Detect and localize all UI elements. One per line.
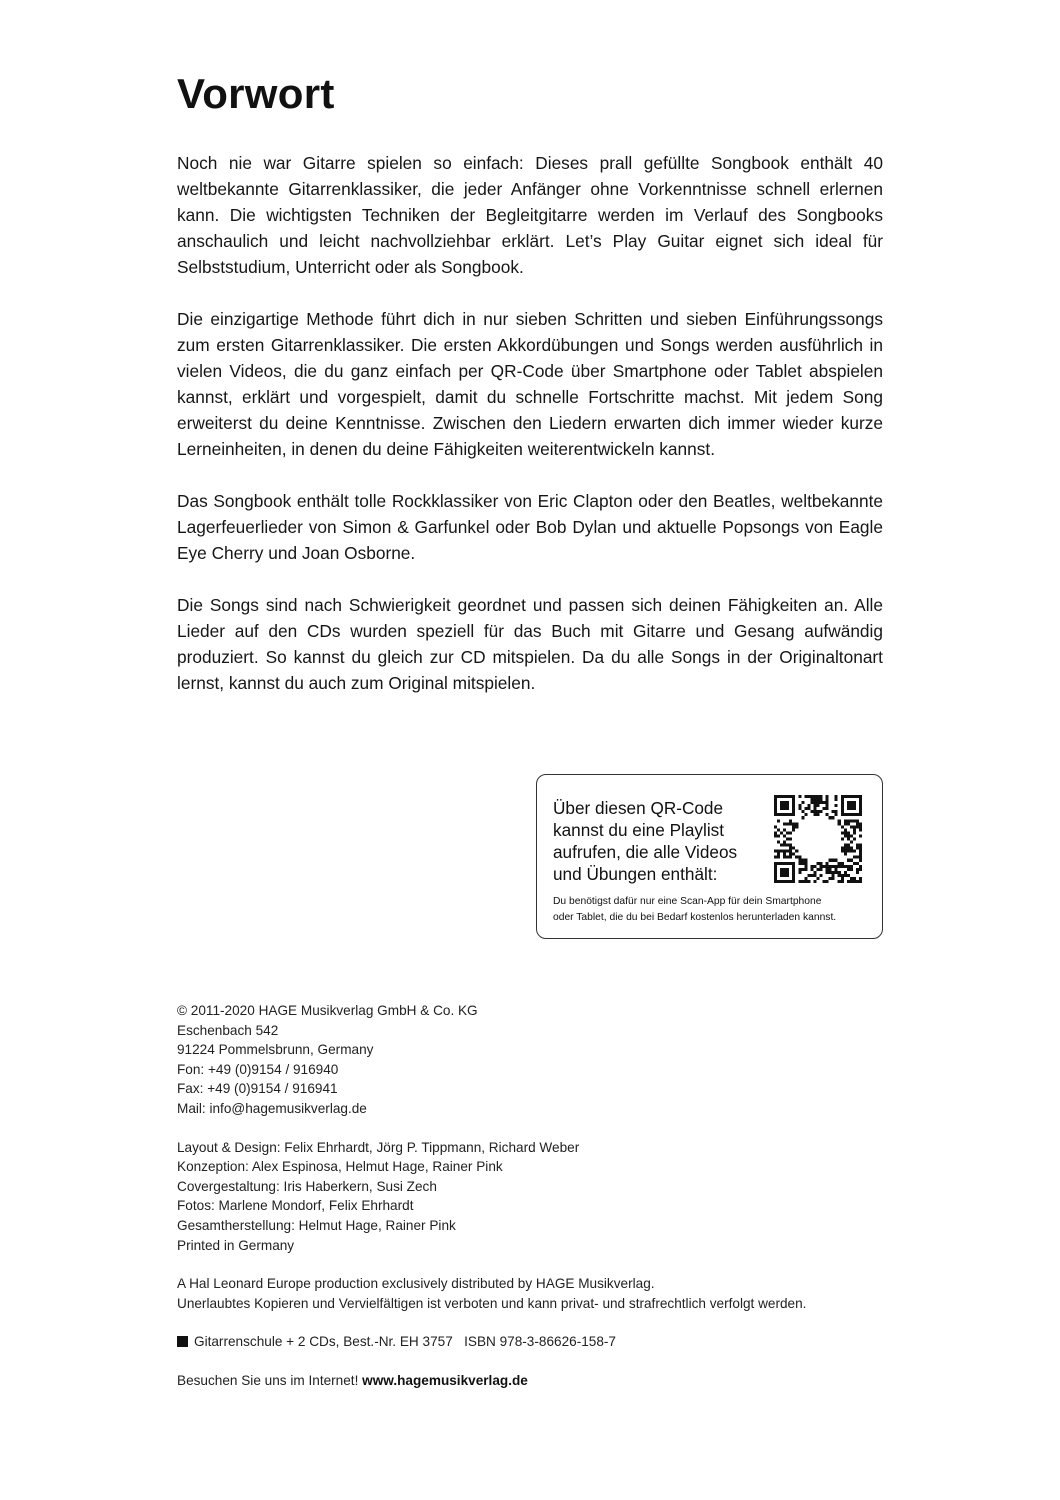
square-bullet-icon (177, 1336, 188, 1347)
distribution-line: A Hal Leonard Europe production exclusively distributed by HAGE Musikverlag. (177, 1276, 655, 1292)
copyright-line: © 2011-2020 HAGE Musikverlag GmbH & Co. KG (177, 1003, 478, 1018)
qr-box-note (553, 894, 873, 926)
order-number: Gitarrenschule + 2 CDs, Best.-Nr. EH 3757 ISBN 978-3-86626-158-7 (194, 1334, 616, 1350)
paragraph-method: Die einzigartige Methode führt dich in nur sieben Schritten und sieben Einführungssongs zum ersten Gitarrenklassiker. Die ersten Akkordübungen und Songs werden ausführlich in vielen Videos, die du ganz einfach per QR-Code über Smartphone oder Tablet abspielen kannst, erklärt und vorgespielt, damit du schnelle Fortschritte machst. Mit jedem Song erweiterst du deine Kenntnisse. Zwischen den Liedern erwarten dich immer wieder kurze Lerneinheiten, in denen du deine Fähigkeiten weiterentwickeln kannst. (177, 309, 883, 459)
credits (177, 1138, 877, 1256)
address-city: 91224 Pommelsbrunn, Germany (177, 1042, 374, 1058)
copyright-warning: Unerlaubtes Kopieren und Vervielfältigen ist verboten und kann privat- und strafrechtlich verfolgt werden. (177, 1295, 807, 1311)
legal-notice (177, 1274, 877, 1313)
phone-line: Fon: +49 (0)9154 / 916940 (177, 1061, 339, 1077)
printed-in: Printed in Germany (177, 1237, 295, 1253)
page-title: Vorwort (177, 70, 335, 117)
credit-cover: Covergestaltung: Iris Haberkern, Susi Zech (177, 1178, 437, 1194)
fax-line: Fax: +49 (0)9154 / 916941 (177, 1081, 338, 1097)
address-street: Eschenbach 542 (177, 1022, 279, 1038)
credit-production: Gesamtherstellung: Helmut Hage, Rainer Pink (177, 1217, 456, 1233)
credit-layout: Layout & Design: Felix Ehrhardt, Jörg P. Tippmann, Richard Weber (177, 1139, 580, 1155)
publisher-info (177, 1001, 877, 1119)
qr-note-line-2: oder Tablet, die du bei Bedarf kostenlos herunterladen kannst. (553, 912, 837, 923)
qr-code-icon[interactable] (774, 795, 862, 883)
order-info (177, 1332, 877, 1352)
foreword-body (177, 150, 883, 722)
website-line (177, 1371, 877, 1391)
qr-box-text: Über diesen QR-Code kannst du eine Playlist aufrufen, die alle Videos und Übungen enthält: (553, 798, 738, 884)
imprint (177, 1001, 877, 1391)
website-link[interactable]: www.hagemusikverlag.de (362, 1372, 528, 1388)
credit-photos: Fotos: Marlene Mondorf, Felix Ehrhardt (177, 1198, 414, 1214)
qr-info-box (536, 774, 883, 939)
paragraph-songs: Das Songbook enthält tolle Rockklassiker von Eric Clapton oder den Beatles, weltbekannte Lagerfeuerlieder von Simon & Garfunkel oder Bob Dylan und aktuelle Popsongs von Eagle Eye Cherry und Joan Osborne. (177, 491, 883, 563)
qr-note-line-1: Du benötigst dafür nur eine Scan-App für dein Smartphone (553, 896, 822, 907)
paragraph-difficulty: Die Songs sind nach Schwierigkeit geordnet und passen sich deinen Fähigkeiten an. Alle Lieder auf den CDs wurden speziell für das Buch mit Gitarre und Gesang aufwändig produziert. So kannst du gleich zur CD mitspielen. Da du alle Songs in der Originaltonart lernst, kannst du auch zum Original mitspielen. (177, 595, 883, 693)
credit-concept: Konzeption: Alex Espinosa, Helmut Hage, Rainer Pink (177, 1159, 503, 1175)
visit-text: Besuchen Sie uns im Internet! (177, 1372, 359, 1388)
paragraph-intro: Noch nie war Gitarre spielen so einfach: Dieses prall gefüllte Songbook enthält 40 weltbekannte Gitarrenklassiker, die jeder Anfänger ohne Vorkenntnisse schnell erlernen kann. Die wichtigsten Techniken der Begleitgitarre werden im Verlauf des Songbooks anschaulich und leicht nachvollziehbar erklärt. Let’s Play Guitar eignet sich ideal für Selbststudium, Unterricht oder als Songbook. (177, 153, 883, 277)
mail-line: Mail: info@hagemusikverlag.de (177, 1100, 367, 1116)
